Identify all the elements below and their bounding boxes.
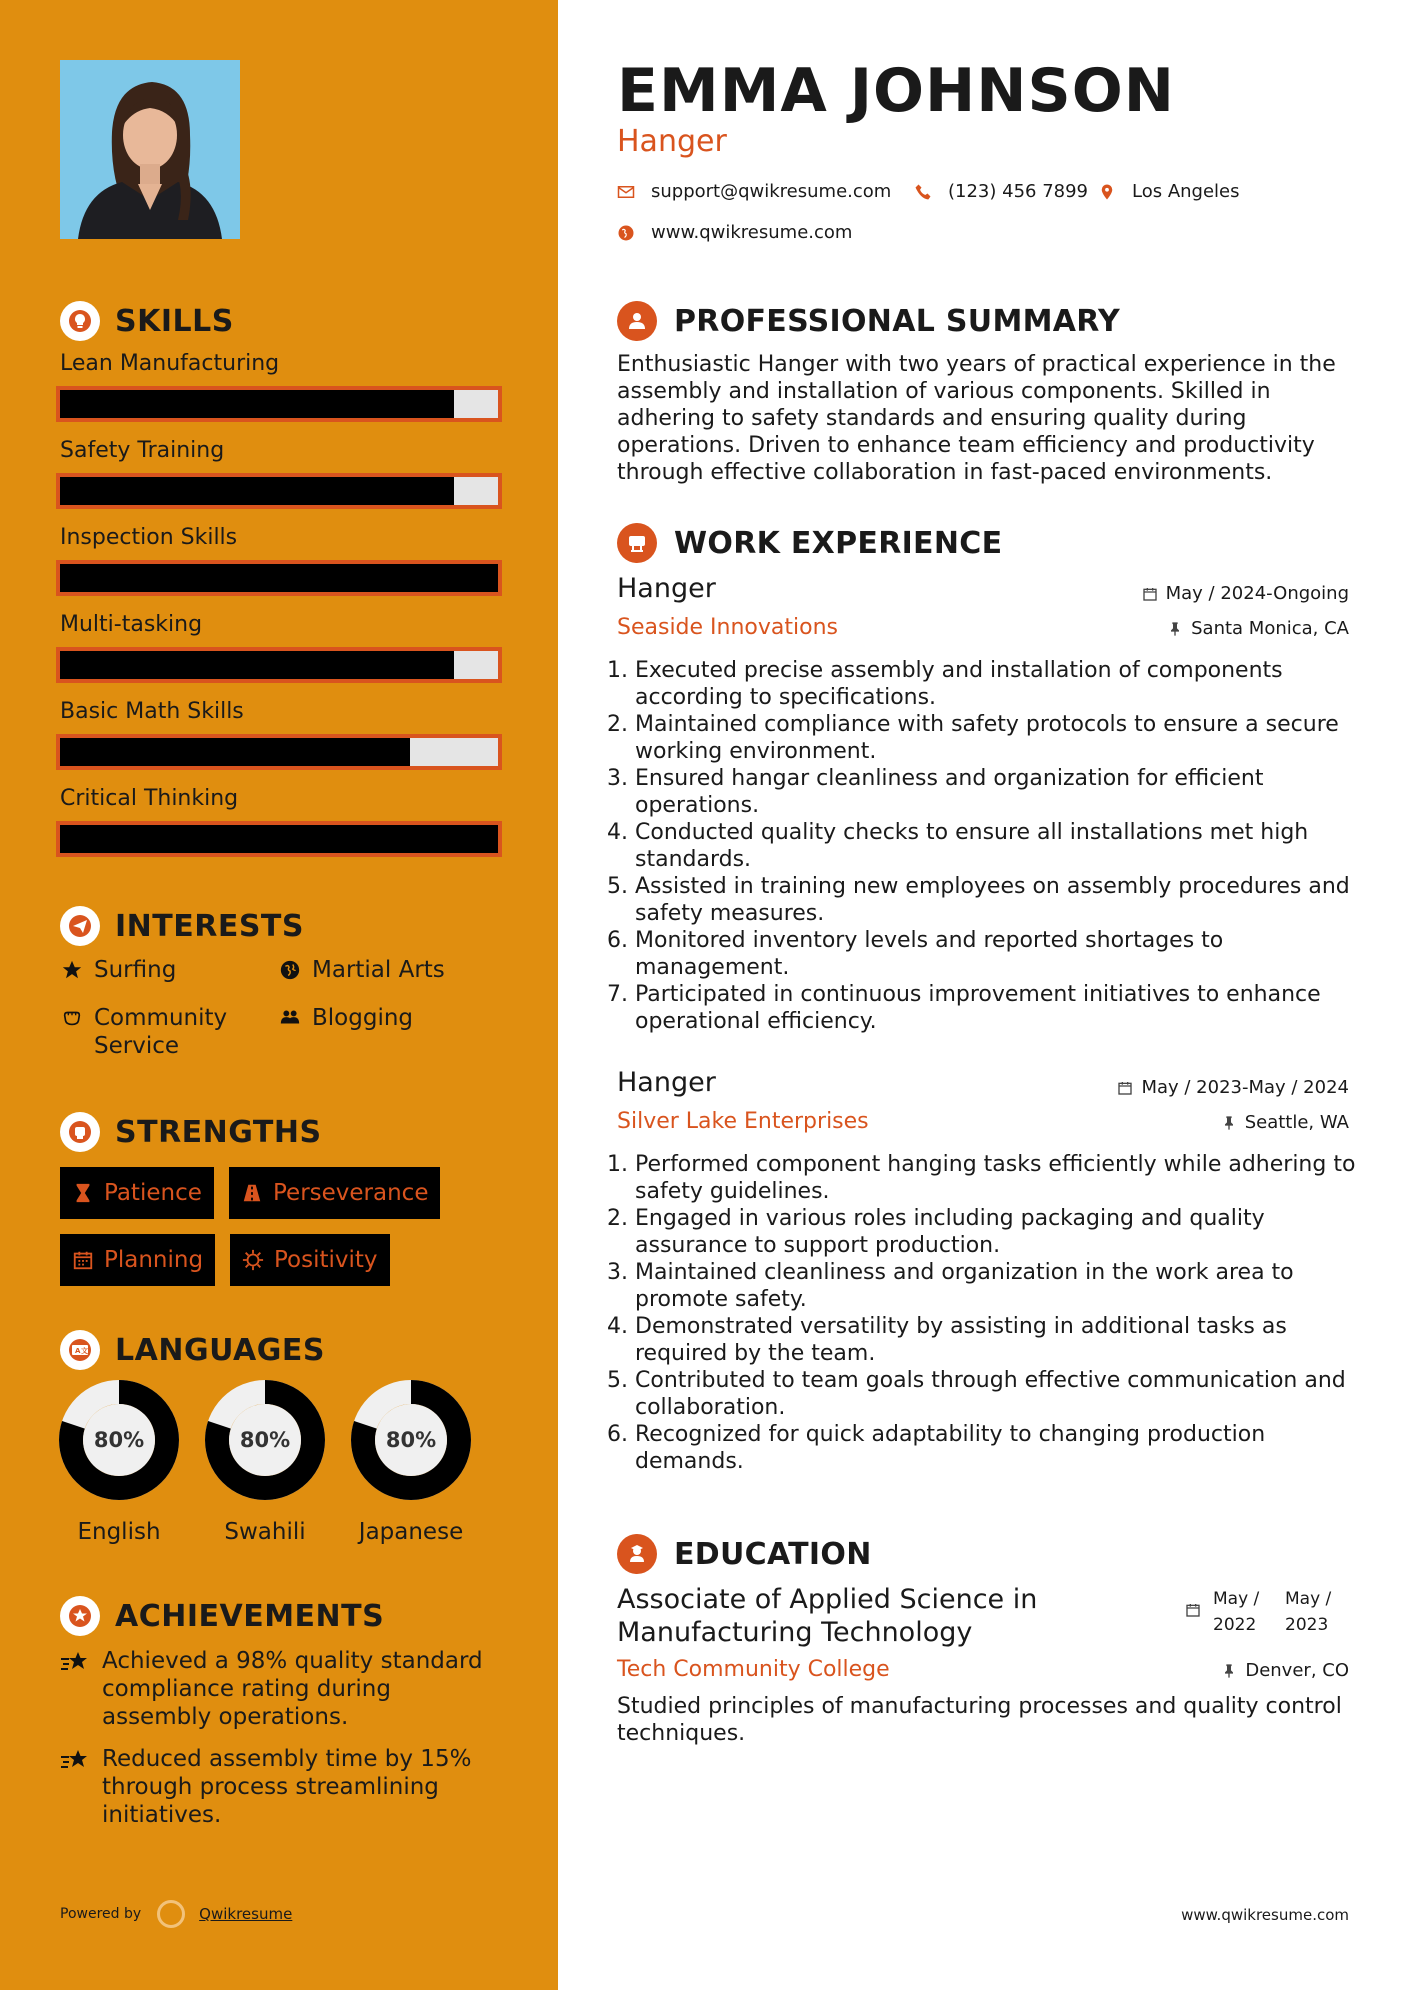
contact-website[interactable] [617, 222, 852, 243]
strength-label: Planning [104, 1247, 204, 1273]
email-text: support@qwikresume.com [651, 181, 892, 202]
language-ring [350, 1379, 472, 1501]
skill-bar-fill [60, 738, 410, 766]
languages-heading [60, 1330, 325, 1370]
skill-bar-fill [60, 564, 498, 592]
language-ring [204, 1379, 326, 1501]
globe-icon [617, 224, 635, 242]
education-location-text: Denver, CO [1245, 1660, 1349, 1681]
strength-label: Patience [104, 1180, 202, 1206]
skill-bar [56, 734, 502, 770]
strength-label: Positivity [274, 1247, 378, 1273]
translate-icon [60, 1330, 100, 1370]
pushpin-icon [1221, 1663, 1237, 1679]
education-location [1221, 1660, 1349, 1681]
skill-label: Critical Thinking [60, 786, 239, 811]
fist-icon [60, 1112, 100, 1152]
star-icon [60, 956, 84, 984]
experience-heading [617, 523, 1002, 563]
school-name: Tech Community College [617, 1657, 890, 1682]
list-item: 6. Recognized for quick adaptability to changing production demands. [635, 1421, 1357, 1475]
interest-item [278, 1004, 413, 1032]
hourglass-icon [72, 1182, 94, 1204]
interest-item [278, 956, 445, 984]
skill-bar-fill [60, 825, 498, 853]
interest-label: Community Service [94, 1005, 228, 1059]
list-item: 7. Participated in continuous improvement initiatives to enhance operational efficiency. [635, 981, 1357, 1035]
shooting-star-icon [60, 1647, 90, 1731]
list-item: 5. Assisted in training new employees on assembly procedures and safety measures. [635, 873, 1357, 927]
education-heading [617, 1534, 872, 1574]
pushpin-icon [1221, 1115, 1237, 1131]
strengths-heading [60, 1112, 322, 1152]
skill-bar [56, 647, 502, 683]
skill-label: Lean Manufacturing [60, 351, 280, 376]
skill-label: Inspection Skills [60, 525, 238, 550]
interests-title: INTERESTS [115, 908, 304, 944]
language-item [350, 1379, 472, 1545]
strength-badge [229, 1167, 440, 1219]
contact-location [1098, 181, 1240, 202]
job-duties-list [617, 657, 1357, 1035]
language-item [204, 1379, 326, 1545]
profile-photo [60, 60, 240, 239]
skill-label: Basic Math Skills [60, 699, 244, 724]
calendar-icon [1117, 1080, 1133, 1096]
skill-bar-fill [60, 477, 454, 505]
candidate-role: Hanger [617, 124, 727, 159]
list-item: 3. Ensured hangar cleanliness and organization for efficient operations. [635, 765, 1357, 819]
briefcase-icon [617, 523, 657, 563]
interest-item [60, 1004, 260, 1060]
list-item: 2. Engaged in various roles including packaging and quality assurance to support production. [635, 1205, 1357, 1259]
job-title: Hanger [617, 573, 716, 604]
calendar-icon [1142, 586, 1158, 602]
summary-heading [617, 301, 1120, 341]
pushpin-icon [1167, 621, 1183, 637]
skill-bar [56, 821, 502, 857]
summary-text: Enthusiastic Hanger with two years of practical experience in the assembly and installation of various components. Skilled in adhering to safety standards and ensuring quality during operations. Driven to enhance team efficiency and productivity through effective collaboration in fast-paced environments. [617, 352, 1336, 485]
job-company: Silver Lake Enterprises [617, 1109, 869, 1134]
interest-label: Surfing [94, 957, 177, 983]
envelope-icon [617, 183, 635, 201]
interest-item [60, 956, 176, 984]
list-item: 5. Contributed to team goals through effective communication and collaboration. [635, 1367, 1357, 1421]
brand-link[interactable]: Qwikresume [199, 1905, 293, 1923]
job-location [1167, 618, 1349, 639]
list-item: 4. Demonstrated versatility by assisting in additional tasks as required by the team. [635, 1313, 1357, 1367]
languages-title: LANGUAGES [115, 1332, 325, 1368]
experience-title: WORK EXPERIENCE [674, 525, 1003, 561]
job-location-text: Seattle, WA [1244, 1112, 1349, 1133]
education-description: Studied principles of manufacturing processes and quality control techniques. [617, 1694, 1342, 1746]
list-item: 4. Conducted quality checks to ensure all installations met high standards. [635, 819, 1357, 873]
website-text: www.qwikresume.com [651, 222, 853, 243]
language-item [58, 1379, 180, 1545]
achievement-text: Reduced assembly time by 15% through process streamlining initiatives. [102, 1746, 472, 1828]
graduate-icon [617, 1534, 657, 1574]
svg-text:文: 文 [81, 1347, 88, 1355]
achievement-text: Achieved a 98% quality standard compliance rating during assembly operations. [102, 1648, 483, 1730]
achievements-heading [60, 1596, 384, 1636]
skills-heading [60, 301, 234, 341]
map-pin-icon [1098, 183, 1116, 201]
strength-badge [60, 1234, 215, 1286]
language-percent: 80% [239, 1428, 291, 1452]
job-dates [1142, 583, 1349, 604]
language-percent: 80% [385, 1428, 437, 1452]
skill-label: Safety Training [60, 438, 225, 463]
skill-label: Multi-tasking [60, 612, 203, 637]
language-name: Swahili [224, 1519, 306, 1545]
list-item: 3. Maintained cleanliness and organization in the work area to promote safety. [635, 1259, 1357, 1313]
strength-label: Perseverance [273, 1180, 429, 1206]
summary-title: PROFESSIONAL SUMMARY [674, 303, 1121, 339]
phone-text: (123) 456 7899 [948, 181, 1089, 202]
users-icon [278, 1004, 302, 1032]
job-company: Seaside Innovations [617, 615, 838, 640]
candidate-name: EMMA JOHNSON [617, 56, 1175, 126]
strength-badge [230, 1234, 390, 1286]
skill-bar-fill [60, 651, 454, 679]
paper-plane-icon [60, 906, 100, 946]
education-dates [1185, 1586, 1357, 1638]
hand-icon [60, 1004, 84, 1032]
contact-email[interactable] [617, 181, 891, 202]
achievement-item [60, 1745, 500, 1829]
job-title: Hanger [617, 1067, 716, 1098]
powered-by [60, 1900, 292, 1928]
list-item: 2. Maintained compliance with safety protocols to ensure a secure working environment. [635, 711, 1357, 765]
job-duties-list [617, 1151, 1357, 1475]
skill-bar [56, 386, 502, 422]
qwikresume-logo-icon [157, 1900, 185, 1928]
education-title: EDUCATION [674, 1536, 872, 1572]
language-name: English [77, 1519, 161, 1545]
skill-bar [56, 560, 502, 596]
powered-by-label: Powered by [60, 1906, 142, 1922]
calendar-icon [72, 1249, 94, 1271]
phone-icon [914, 183, 932, 201]
job-dates [1117, 1077, 1349, 1098]
location-text: Los Angeles [1132, 181, 1240, 202]
road-icon [241, 1182, 263, 1204]
svg-text:A: A [75, 1347, 81, 1355]
strengths-title: STRENGTHS [115, 1114, 322, 1150]
user-icon [617, 301, 657, 341]
education-end: May / 2023 [1285, 1589, 1332, 1635]
calendar-icon [1185, 1602, 1201, 1618]
job-location [1221, 1112, 1349, 1133]
interest-label: Martial Arts [312, 957, 445, 983]
skill-bar-fill [60, 390, 454, 418]
footer-website[interactable]: www.qwikresume.com [1181, 1906, 1349, 1924]
job-dates-text: May / 2023-May / 2024 [1141, 1077, 1349, 1098]
language-ring [58, 1379, 180, 1501]
language-name: Japanese [358, 1519, 464, 1545]
list-item: 1. Performed component hanging tasks efficiently while adhering to safety guidelines. [635, 1151, 1357, 1205]
globe-icon [278, 956, 302, 984]
achievements-title: ACHIEVEMENTS [115, 1598, 385, 1634]
award-icon [60, 1596, 100, 1636]
strength-badge [60, 1167, 214, 1219]
lightbulb-icon [60, 301, 100, 341]
achievement-item [60, 1647, 500, 1731]
sidebar [0, 0, 558, 1990]
interests-heading [60, 906, 304, 946]
interest-label: Blogging [312, 1005, 414, 1031]
skills-title: SKILLS [115, 303, 234, 339]
contact-phone[interactable] [914, 181, 1088, 202]
skill-bar [56, 473, 502, 509]
sun-icon [242, 1249, 264, 1271]
degree-title: Associate of Applied Science in Manufacturing Technology [617, 1584, 1038, 1648]
language-percent: 80% [93, 1428, 145, 1452]
list-item: 1. Executed precise assembly and installation of components according to specifications. [635, 657, 1357, 711]
education-start: May / 2022 [1213, 1589, 1260, 1635]
job-dates-text: May / 2024-Ongoing [1165, 583, 1349, 604]
job-location-text: Santa Monica, CA [1191, 618, 1349, 639]
shooting-star-icon [60, 1745, 90, 1829]
list-item: 6. Monitored inventory levels and reported shortages to management. [635, 927, 1357, 981]
